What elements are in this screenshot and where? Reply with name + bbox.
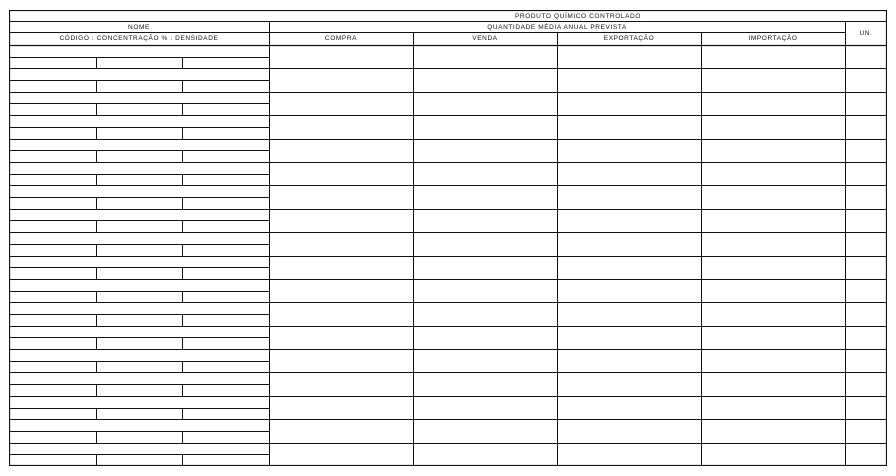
annual-quantity-header: QUANTIDADE MÉDIA ANUAL PREVISTA <box>487 24 627 31</box>
form-title: PRODUTO QUÍMICO CONTROLADO <box>515 13 641 20</box>
unit-header: UN. <box>859 30 873 37</box>
chemical-product-form <box>9 10 887 466</box>
column-header-exportacao: EXPORTAÇÃO <box>603 35 655 42</box>
column-header-compra: COMPRA <box>324 35 358 42</box>
code-concentration-density-header: CÓDIGO : CONCENTRAÇÃO % : DENSIDADE <box>59 35 219 42</box>
column-header-importacao: IMPORTAÇÃO <box>748 35 798 42</box>
form-border <box>10 11 887 466</box>
name-header: NOME <box>128 24 150 31</box>
column-header-venda: VENDA <box>472 35 498 42</box>
form-grid <box>9 10 887 466</box>
